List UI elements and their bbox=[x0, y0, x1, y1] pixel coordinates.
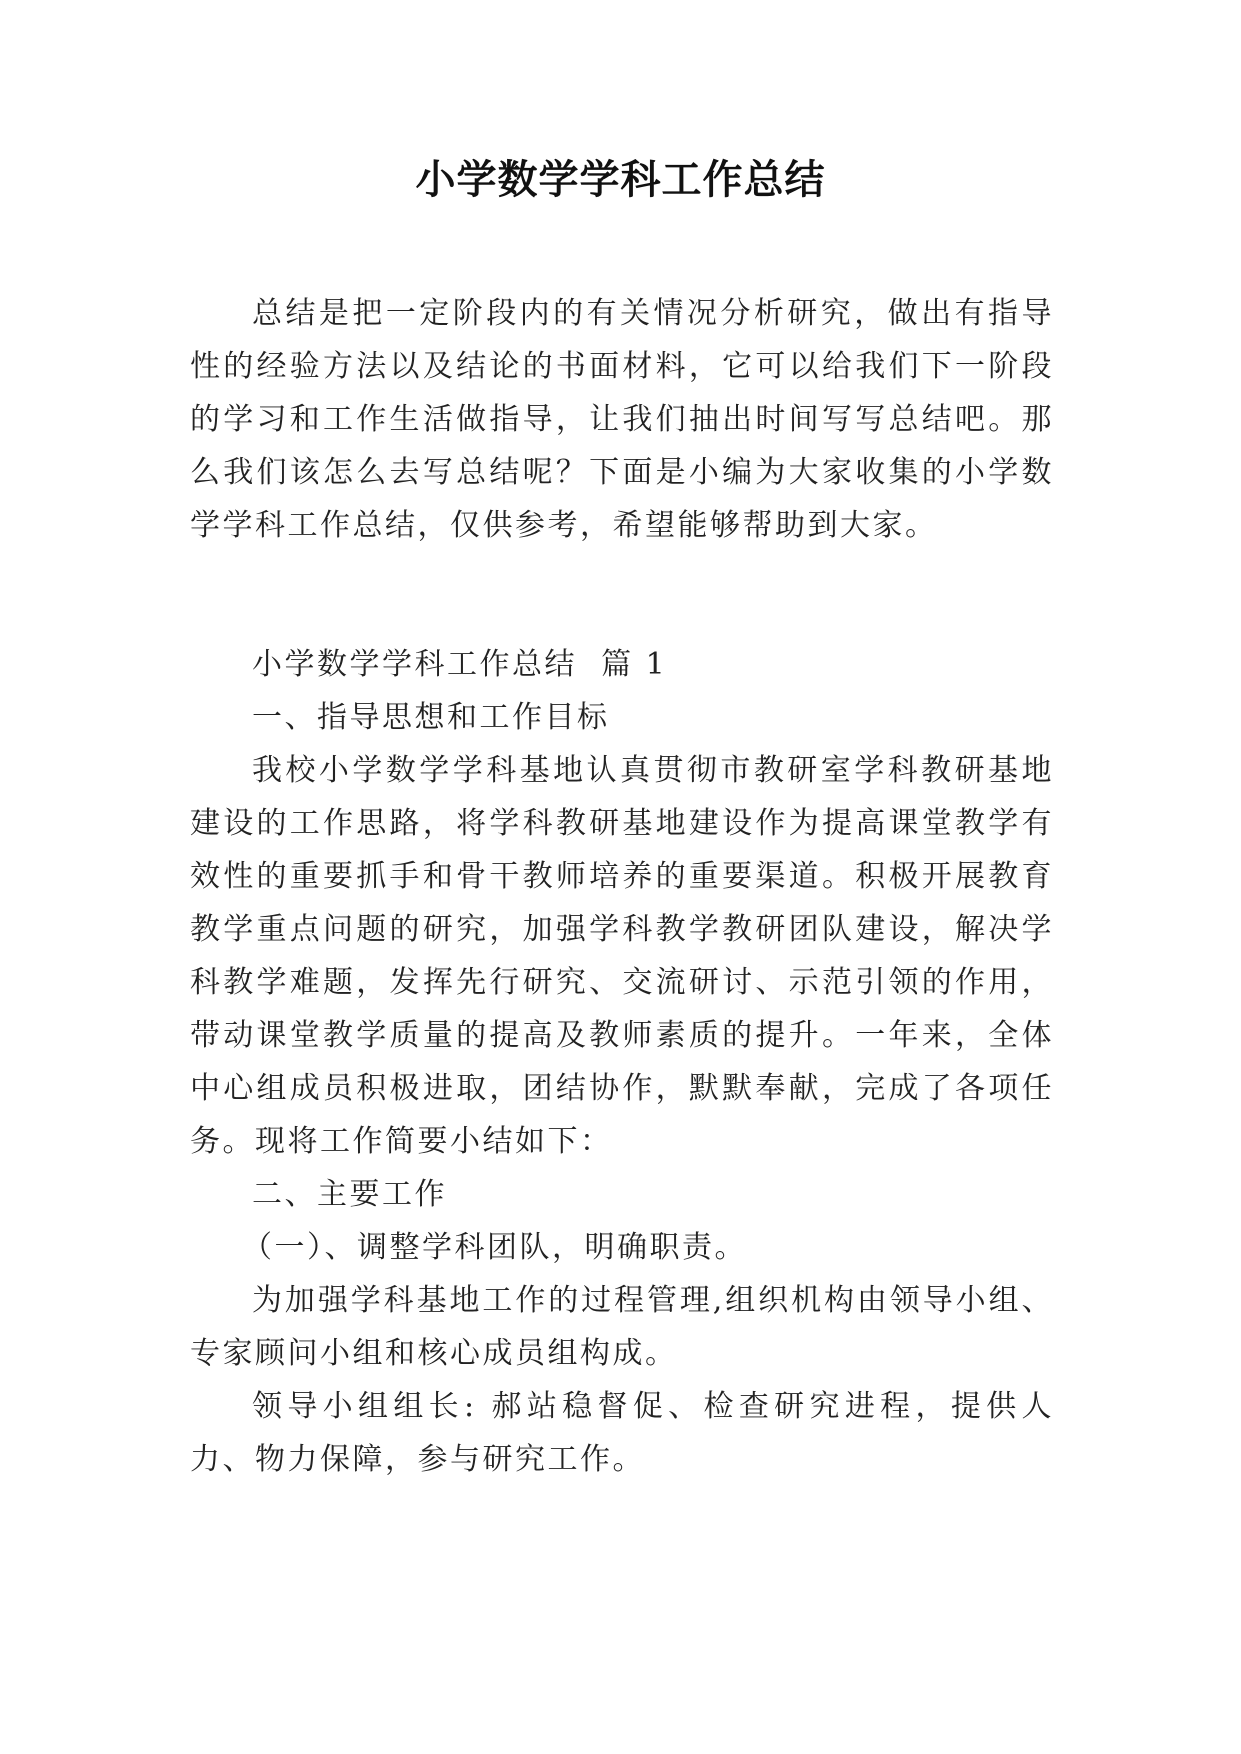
intro-paragraph: 总结是把一定阶段内的有关情况分析研究，做出有指导性的经验方法以及结论的书面材料，它可以给我们下一阶段的学习和工作生活做指导，让我们抽出时间写写总结吧。那么我们该怎么去写总结呢？下面是小编为大家收集的小学数学学科工作总结，仅供参考，希望能够帮助到大家。 bbox=[190, 296, 1054, 543]
intro-section bbox=[190, 287, 1054, 552]
document-title: 小学数学学科工作总结 bbox=[415, 156, 826, 203]
heading-main-work: 二、主要工作 bbox=[252, 1177, 447, 1212]
subheading-adjust-team: （一）、调整学科团队，明确职责。 bbox=[242, 1230, 747, 1265]
heading-guiding-thoughts: 一、指导思想和工作目标 bbox=[252, 700, 610, 735]
paragraph-leader: 领导小组组长: 郝站稳督促、检查研究进程，提供人力、物力保障，参与研究工作。 bbox=[190, 1389, 1054, 1477]
paragraph-guiding-thoughts: 我校小学数学学科基地认真贯彻市教研室学科教研基地建设的工作思路，将学科教研基地建设作为提高课堂教学有效性的重要抓手和骨干教师培养的重要渠道。积极开展教育教学重点问题的研究，加强学科教学教研团队建设，解决学科教学难题，发挥先行研究、交流研讨、示范引领的作用，带动课堂教学质量的提高及教师素质的提升。一年来，全体中心组成员积极进取，团结协作，默默奉献，完成了各项任务。现将工作简要小结如下： bbox=[190, 753, 1054, 1159]
content-section bbox=[190, 638, 1054, 1486]
section-heading: 小学数学学科工作总结 篇 1 bbox=[252, 647, 668, 682]
paragraph-organization: 为加强学科基地工作的过程管理,组织机构由领导小组、专家顾问小组和核心成员组构成。 bbox=[190, 1283, 1054, 1371]
